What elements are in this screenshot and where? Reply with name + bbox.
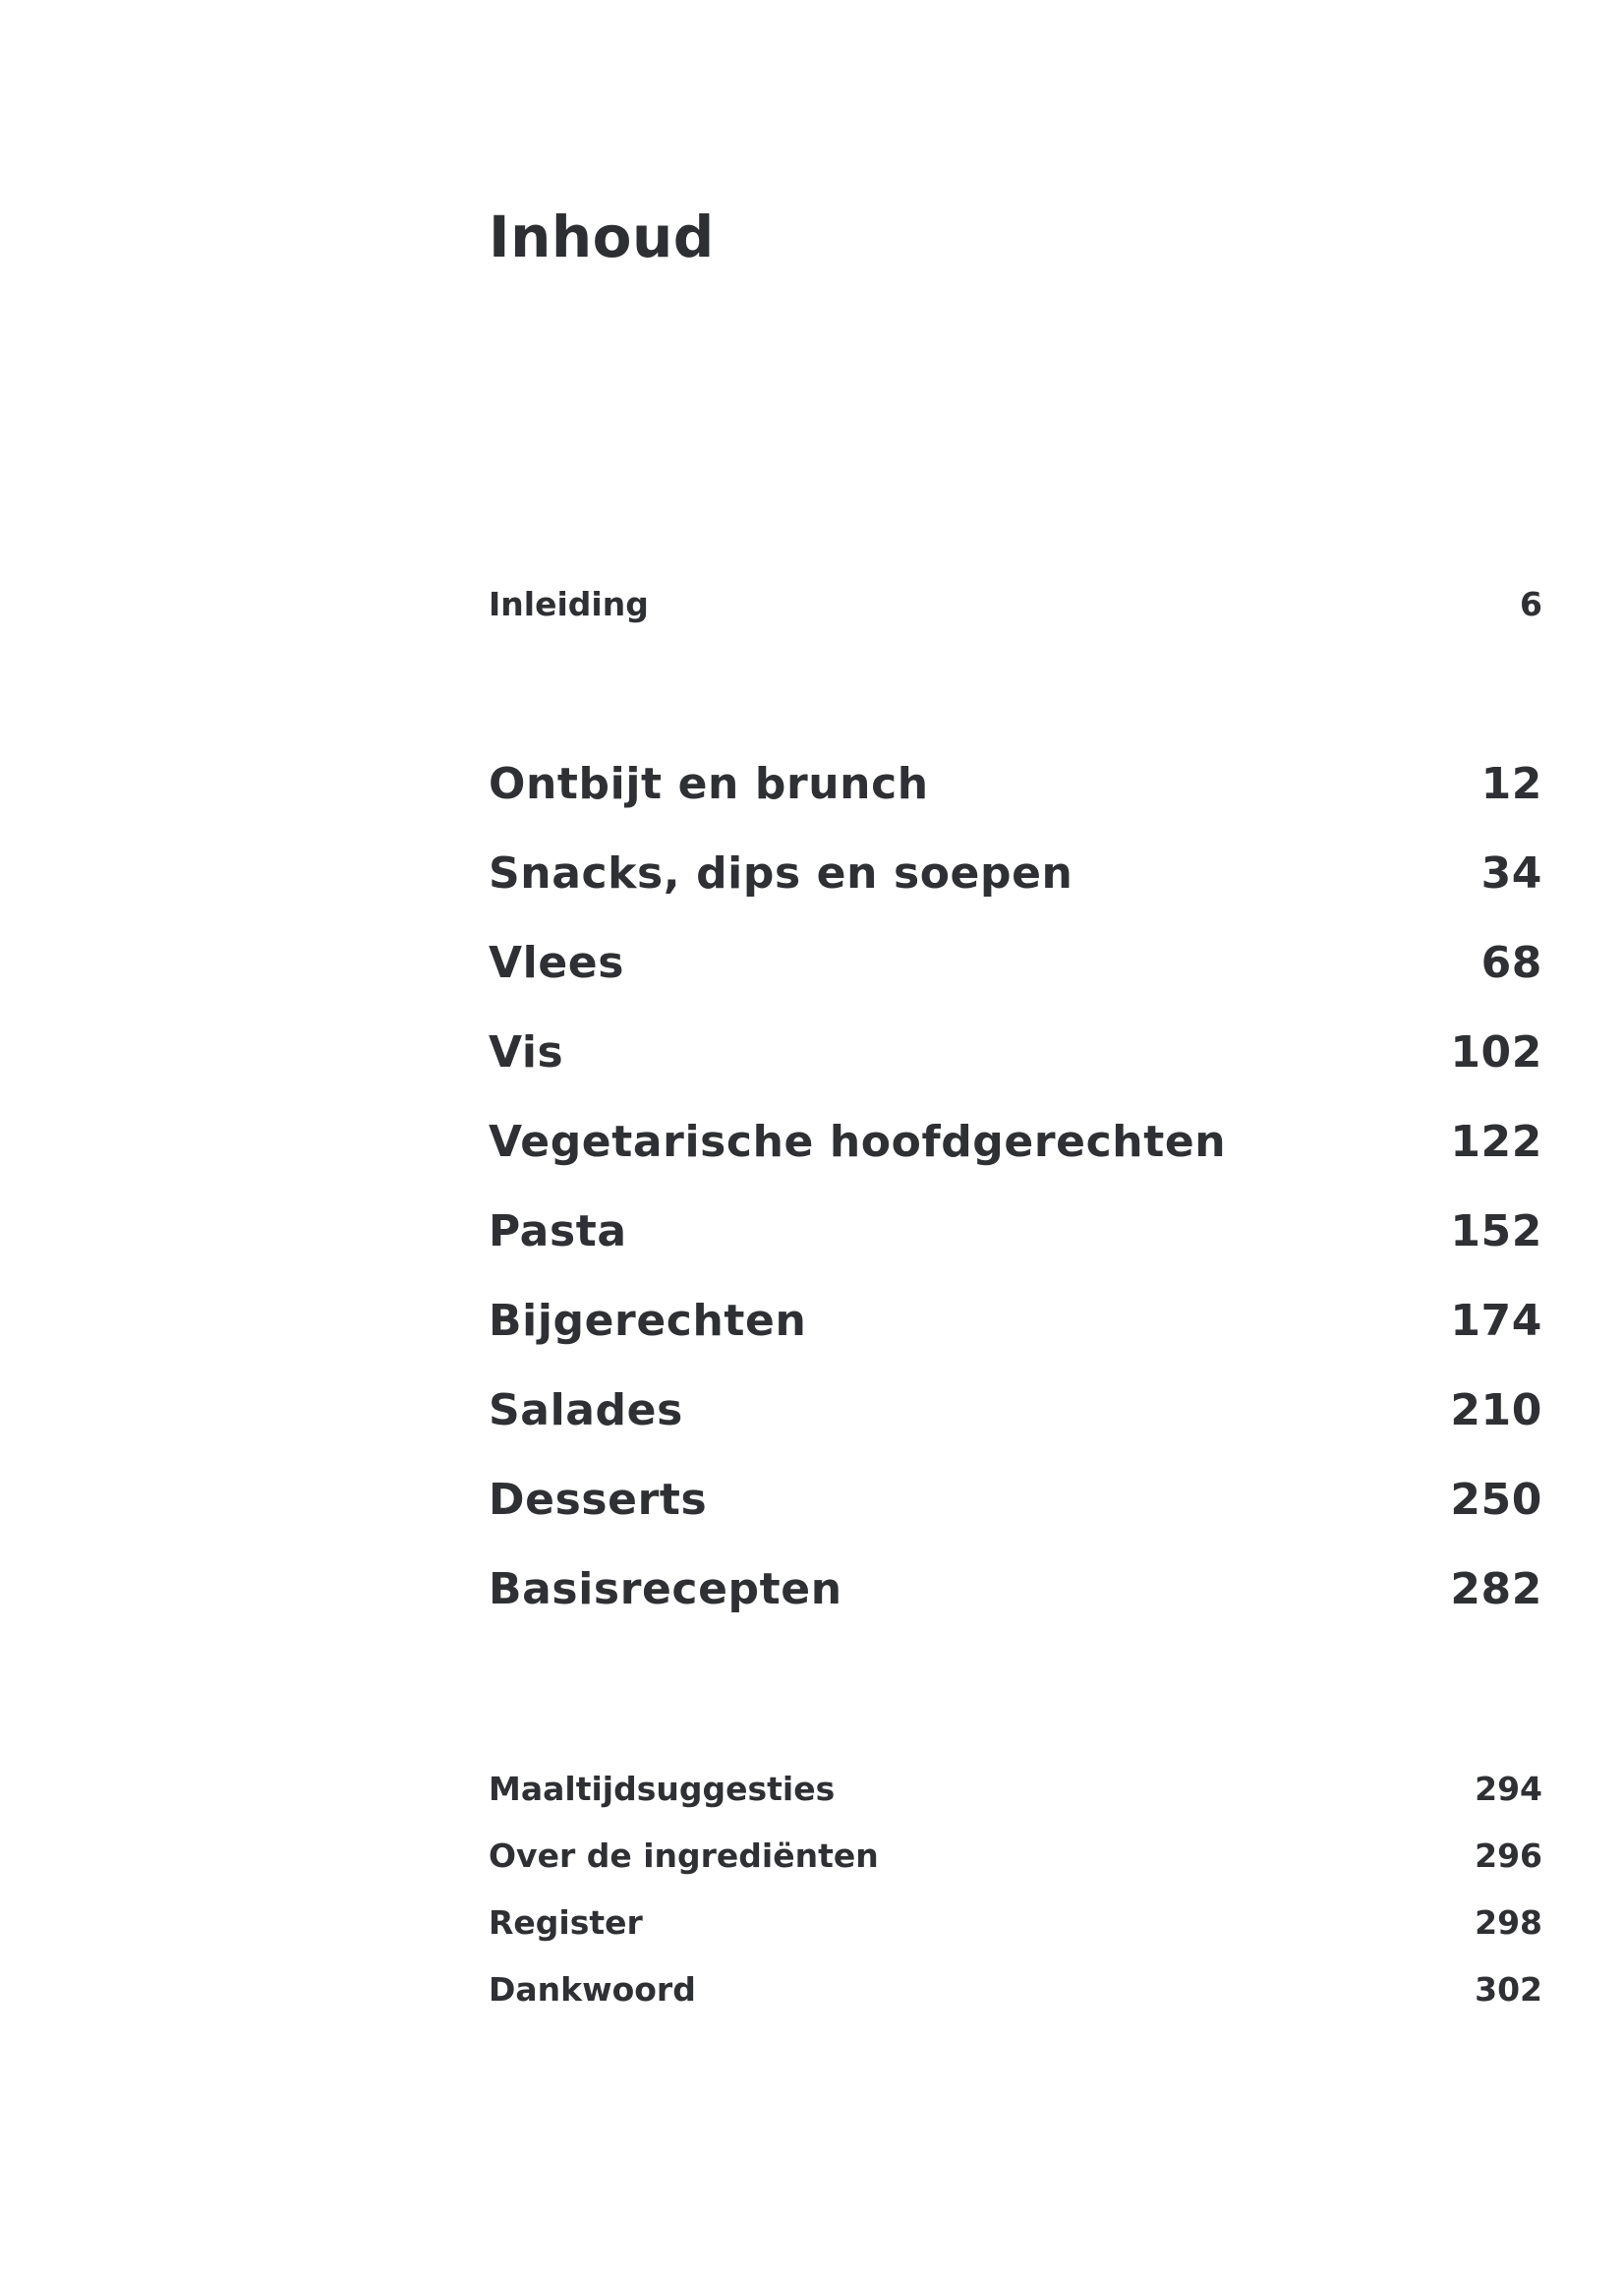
toc-chapter-desserts[interactable] [489,1473,1542,1528]
toc-entry-page: 122 [1450,1117,1542,1167]
toc-entry-page: 102 [1450,1027,1542,1078]
toc-entry-label: Register [489,1903,643,1942]
toc-entry-page: 296 [1475,1837,1542,1875]
toc-entry-label: Dankwoord [489,1970,696,2009]
toc-chapter-snacks[interactable] [489,846,1542,902]
toc-entry-maaltijdsuggesties[interactable] [489,1769,1542,1810]
toc-chapter-pasta[interactable] [489,1204,1542,1259]
toc-entry-label: Vegetarische hoofdgerechten [489,1117,1227,1167]
toc-entry-dankwoord[interactable] [489,1969,1542,2011]
toc-entry-page: 294 [1475,1770,1542,1808]
toc-entry-ingredienten[interactable] [489,1836,1542,1877]
toc-chapter-bijgerechten[interactable] [489,1294,1542,1349]
toc-entry-label: Basisrecepten [489,1564,842,1614]
toc-entry-label: Bijgerechten [489,1296,807,1346]
toc-entry-page: 68 [1480,938,1542,988]
toc-entry-label: Salades [489,1385,683,1435]
toc-entry-page: 34 [1480,848,1542,899]
toc-entry-inleiding[interactable] [489,584,1542,625]
toc-entry-label: Inleiding [489,585,649,623]
toc-chapter-vegetarisch[interactable] [489,1115,1542,1170]
toc-entry-label: Vis [489,1027,564,1078]
toc-entry-label: Desserts [489,1475,708,1525]
toc-entry-page: 12 [1480,759,1542,809]
toc-entry-label: Over de ingrediënten [489,1837,879,1875]
toc-entry-page: 152 [1450,1206,1542,1256]
toc-entry-label: Ontbijt en brunch [489,759,929,809]
toc-entry-page: 282 [1450,1564,1542,1614]
toc-entry-page: 298 [1475,1903,1542,1942]
toc-entry-label: Maaltijdsuggesties [489,1770,836,1808]
toc-entry-page: 6 [1520,585,1542,623]
toc-chapter-ontbijt[interactable] [489,757,1542,812]
toc-entry-label: Snacks, dips en soepen [489,848,1073,899]
toc-chapter-vis[interactable] [489,1025,1542,1080]
toc-entry-page: 210 [1450,1385,1542,1435]
toc-entry-register[interactable] [489,1902,1542,1944]
toc-chapter-basisrecepten[interactable] [489,1562,1542,1617]
toc-entry-page: 302 [1475,1970,1542,2009]
toc-entry-page: 174 [1450,1296,1542,1346]
toc-entry-label: Vlees [489,938,625,988]
toc-entry-page: 250 [1450,1475,1542,1525]
toc-chapter-vlees[interactable] [489,936,1542,991]
toc-chapter-salades[interactable] [489,1383,1542,1438]
page-title: Inhoud [489,204,715,270]
toc-entry-label: Pasta [489,1206,627,1256]
